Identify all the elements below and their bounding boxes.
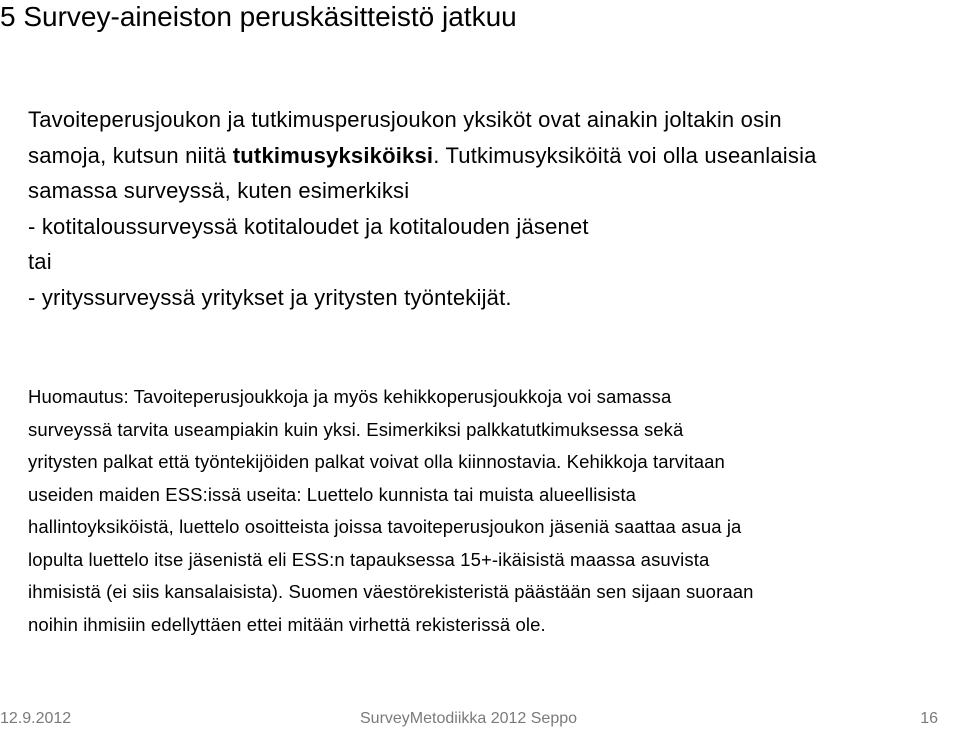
main-line [28,138,948,174]
note-line: yritysten palkat että työntekijöiden palkat voivat olla kiinnostavia. Kehikkoja tarvitaan [28,451,725,472]
note-paragraph [28,381,948,641]
slide-footer [0,708,960,729]
main-line: tai [28,249,52,274]
main-line: samassa surveyssä, kuten esimerkiksi [28,178,410,203]
note-line: surveyssä tarvita useampiakin kuin yksi. Esimerkiksi palkkatutkimuksessa sekä [28,418,684,440]
main-paragraph [28,102,948,315]
slide-title: 5 Survey-aineiston peruskäsitteistö jatkuu [0,1,517,32]
note-line: hallintoyksiköistä, luettelo osoitteista joissa tavoiteperusjoukon jäseniä saattaa asua ja [28,516,742,537]
footer-date: 12.9.2012 [0,710,72,727]
main-line: Tavoiteperusjoukon ja tutkimusperusjoukon yksiköt ovat ainakin joltakin osin [28,107,782,132]
main-line-text: . Tutkimusyksiköitä voi olla useanlaisia [433,142,817,168]
list-item: - yrityssurveyssä yritykset ja yritysten työntekijät. [28,284,512,310]
note-line: noihin ihmisiin edellyttäen ettei mitään virhettä rekisterissä ole. [28,613,546,635]
note-line: lopulta luettelo itse jäsenistä eli ESS:n tapauksessa 15+-ikäisistä maassa asuvista [28,548,710,570]
main-line-text: samoja, kutsun niitä [28,142,233,168]
note-line: Huomautus: Tavoiteperusjoukkoja ja myös kehikkoperusjoukkoja voi samassa [28,386,672,407]
page-number: 16 [920,710,938,727]
note-line: useiden maiden ESS:issä useita: Luettelo kunnista tai muista alueellisista [28,483,636,505]
list-item: - kotitaloussurveyssä kotitaloudet ja kotitalouden jäsenet [28,213,589,239]
footer-title: SurveyMetodiikka 2012 Seppo [360,710,578,727]
note-line: ihmisistä (ei siis kansalaisista). Suomen väestörekisteristä päästään sen sijaan suoraan [28,581,754,602]
emphasized-term: tutkimusyksiköiksi [232,142,434,168]
